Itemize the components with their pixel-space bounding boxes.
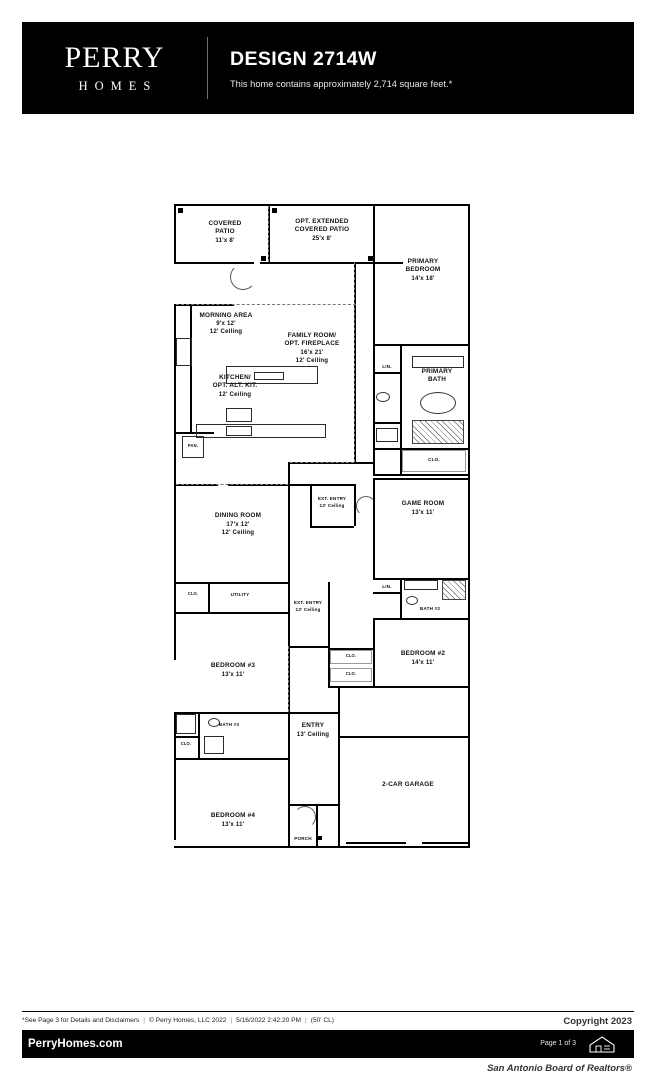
room-ceiling-entry: 13' Ceiling <box>296 731 330 738</box>
refrigerator <box>176 338 192 366</box>
footer-bar <box>22 1030 634 1058</box>
wall <box>400 578 402 618</box>
wall <box>174 736 198 738</box>
room-label-opt-ext-patio-2: COVERED PATIO <box>294 226 350 233</box>
room-dim-morning-area: 9'x 12' <box>216 320 236 327</box>
room-label-entry: ENTRY <box>301 722 325 729</box>
wall <box>288 804 338 806</box>
room-label-kitchen: KITCHEN/ <box>219 374 251 381</box>
wall <box>373 592 400 594</box>
wall <box>288 712 338 714</box>
wall <box>373 618 375 688</box>
wall <box>373 474 470 476</box>
room-label-bedroom-4: BEDROOM #4 <box>210 812 256 819</box>
wall <box>400 344 470 346</box>
shower <box>442 580 466 600</box>
page-header <box>22 22 634 114</box>
wall <box>174 432 176 600</box>
room-dim-family-room: 16'x 21' <box>300 349 324 356</box>
room-label-bath-2: BATH #2 <box>419 606 441 611</box>
room-label-primary-bath-2: BATH <box>427 376 447 383</box>
optional-line <box>354 262 355 462</box>
room-label-primary-bath: PRIMARY <box>421 368 453 375</box>
wall <box>174 612 288 614</box>
page-title: DESIGN 2714W <box>230 47 377 70</box>
wall <box>198 712 200 758</box>
door-swing <box>294 806 316 828</box>
shower <box>176 714 196 734</box>
door-swing <box>230 264 256 290</box>
room-dim-bedroom-3: 13'x 11' <box>221 671 245 678</box>
wall <box>174 304 176 432</box>
wall <box>373 478 470 480</box>
garage-door <box>422 842 470 844</box>
shower <box>412 420 464 444</box>
footer-page-number: Page 1 of 3 <box>540 1040 576 1047</box>
closet-label: CLO. <box>345 653 357 658</box>
tub <box>204 736 224 754</box>
footer-sep-1: | <box>143 1017 145 1024</box>
footer-sep-2: | <box>230 1017 233 1024</box>
brand-name: PERRY <box>64 40 165 74</box>
wall <box>288 582 290 646</box>
utility-label: UTILITY <box>230 592 250 597</box>
room-label-opt-ext-patio: OPT. EXTENDED <box>295 218 349 225</box>
room-label-primary-bedroom: PRIMARY <box>407 258 439 265</box>
wall <box>373 360 375 474</box>
kitchen-counter <box>196 424 326 438</box>
vanity <box>404 580 438 590</box>
room-ceiling-family-room: 12' Ceiling <box>295 357 329 364</box>
room-label-porch: PORCH <box>294 836 312 841</box>
door-swing <box>356 496 376 516</box>
wall <box>338 686 340 846</box>
vanity <box>412 356 464 368</box>
wall <box>373 204 375 264</box>
wall <box>373 618 470 620</box>
wall <box>288 462 290 582</box>
closet-label: CLO. <box>428 457 440 462</box>
room-ceiling-kitchen: 12' Ceiling <box>218 391 252 398</box>
closet-label: CLO. <box>345 671 357 676</box>
bathtub <box>420 392 456 414</box>
wall <box>288 484 354 486</box>
room-label-family-room-2: OPT. FIREPLACE <box>284 340 340 347</box>
room-label-covered-patio-2: PATIO <box>215 228 235 235</box>
room-dim-dining: 17'x 12' <box>226 521 250 528</box>
equal-housing-icon <box>584 1034 620 1054</box>
wall <box>174 846 470 848</box>
room-label-primary-bedroom-2: BEDROOM <box>405 266 441 273</box>
toilet <box>406 596 418 605</box>
post <box>272 208 277 213</box>
linen-label-2: LIN. <box>382 584 392 589</box>
garage-door <box>346 842 406 844</box>
linen-label: LIN. <box>382 364 392 369</box>
wall <box>174 600 176 660</box>
room-label-bedroom-3: BEDROOM #3 <box>210 662 256 669</box>
wall <box>468 258 470 348</box>
brand-subtitle: HOMES <box>78 78 158 93</box>
post <box>318 836 322 840</box>
post <box>261 256 266 261</box>
wall <box>468 478 470 658</box>
footer-lot: (50' CL) <box>310 1017 334 1024</box>
toilet <box>376 392 390 402</box>
room-label-game-room: GAME ROOM <box>401 500 445 507</box>
wall <box>373 372 400 374</box>
wall <box>373 448 400 450</box>
pantry-label: PAN. <box>187 443 199 448</box>
room-dim-covered-patio: 11'x 8' <box>215 237 235 244</box>
floor-plan-drawing <box>168 196 478 868</box>
wall <box>288 646 328 648</box>
page-footer <box>22 1012 634 1058</box>
closet-label: CLO. <box>187 591 199 596</box>
optional-line <box>268 206 269 262</box>
room-dim-opt-ext-patio: 25'x 8' <box>312 235 332 242</box>
wall <box>174 758 288 760</box>
room-label-bath-3: BATH #3 <box>218 722 240 727</box>
cooktop <box>226 408 252 422</box>
room-label-family-room: FAMILY ROOM/ <box>287 332 337 339</box>
wall <box>468 204 470 258</box>
post <box>178 208 183 213</box>
wall <box>373 478 375 578</box>
optional-line <box>288 646 289 712</box>
room-dim-bedroom-4: 13'x 11' <box>221 821 245 828</box>
wall <box>373 422 400 424</box>
wall <box>208 582 210 612</box>
watermark-copyright: Copyright 2023 <box>563 1016 632 1027</box>
footer-disclaimer: *See Page 3 for Details and Disclaimers <box>22 1017 140 1024</box>
footer-website-link[interactable]: PerryHomes.com <box>28 1038 123 1050</box>
footer-sep-3: | <box>305 1017 307 1024</box>
optional-line <box>176 304 356 305</box>
wall <box>288 758 290 846</box>
room-ceiling-ext-entry-1: 13' Ceiling <box>319 503 345 508</box>
room-label-bedroom-2: BEDROOM #2 <box>400 650 446 657</box>
footer-timestamp: 5/16/2022 2:42:20 PM <box>236 1017 302 1024</box>
footer-disclaimer-row <box>22 1012 634 1024</box>
wall <box>174 582 288 584</box>
brand-logo <box>22 22 207 114</box>
wall <box>310 526 354 528</box>
wall <box>174 204 470 206</box>
watermark-organization: San Antonio Board of Realtors® <box>487 1063 632 1074</box>
closet-label: CLO. <box>180 741 192 746</box>
linen <box>376 428 398 442</box>
range <box>226 426 252 436</box>
room-dim-game-room: 13'x 11' <box>411 509 435 516</box>
room-ceiling-dining: 12' Ceiling <box>221 529 255 536</box>
room-label-garage: 2-CAR GARAGE <box>382 781 434 788</box>
wall <box>328 582 330 646</box>
room-dim-bedroom-2: 14'x 11' <box>411 659 435 666</box>
wall <box>338 736 470 738</box>
room-label-ext-entry-1: EXT. ENTRY <box>317 496 347 501</box>
room-ceiling-ext-entry-2: 13' Ceiling <box>295 607 321 612</box>
room-label-ext-entry-2: EXT. ENTRY <box>293 600 323 605</box>
optional-line <box>176 484 288 485</box>
room-label-covered-patio: COVERED <box>208 220 242 227</box>
optional-line <box>290 462 354 463</box>
footer-copyright: © Perry Homes, LLC 2022 <box>149 1017 227 1024</box>
wall <box>174 204 176 264</box>
wall <box>328 686 470 688</box>
room-dim-primary-bedroom: 14'x 18' <box>411 275 435 282</box>
page-subtitle: This home contains approximately 2,714 square feet.* <box>230 78 453 89</box>
room-ceiling-morning-area: 12' Ceiling <box>209 328 243 335</box>
room-label-morning-area: MORNING AREA <box>199 312 253 319</box>
room-label-dining: DINING ROOM <box>214 512 262 519</box>
room-label-kitchen-2: OPT. ALT. KIT. <box>212 382 258 389</box>
wall <box>468 348 470 478</box>
wall <box>260 262 378 264</box>
header-text-group <box>208 48 452 89</box>
